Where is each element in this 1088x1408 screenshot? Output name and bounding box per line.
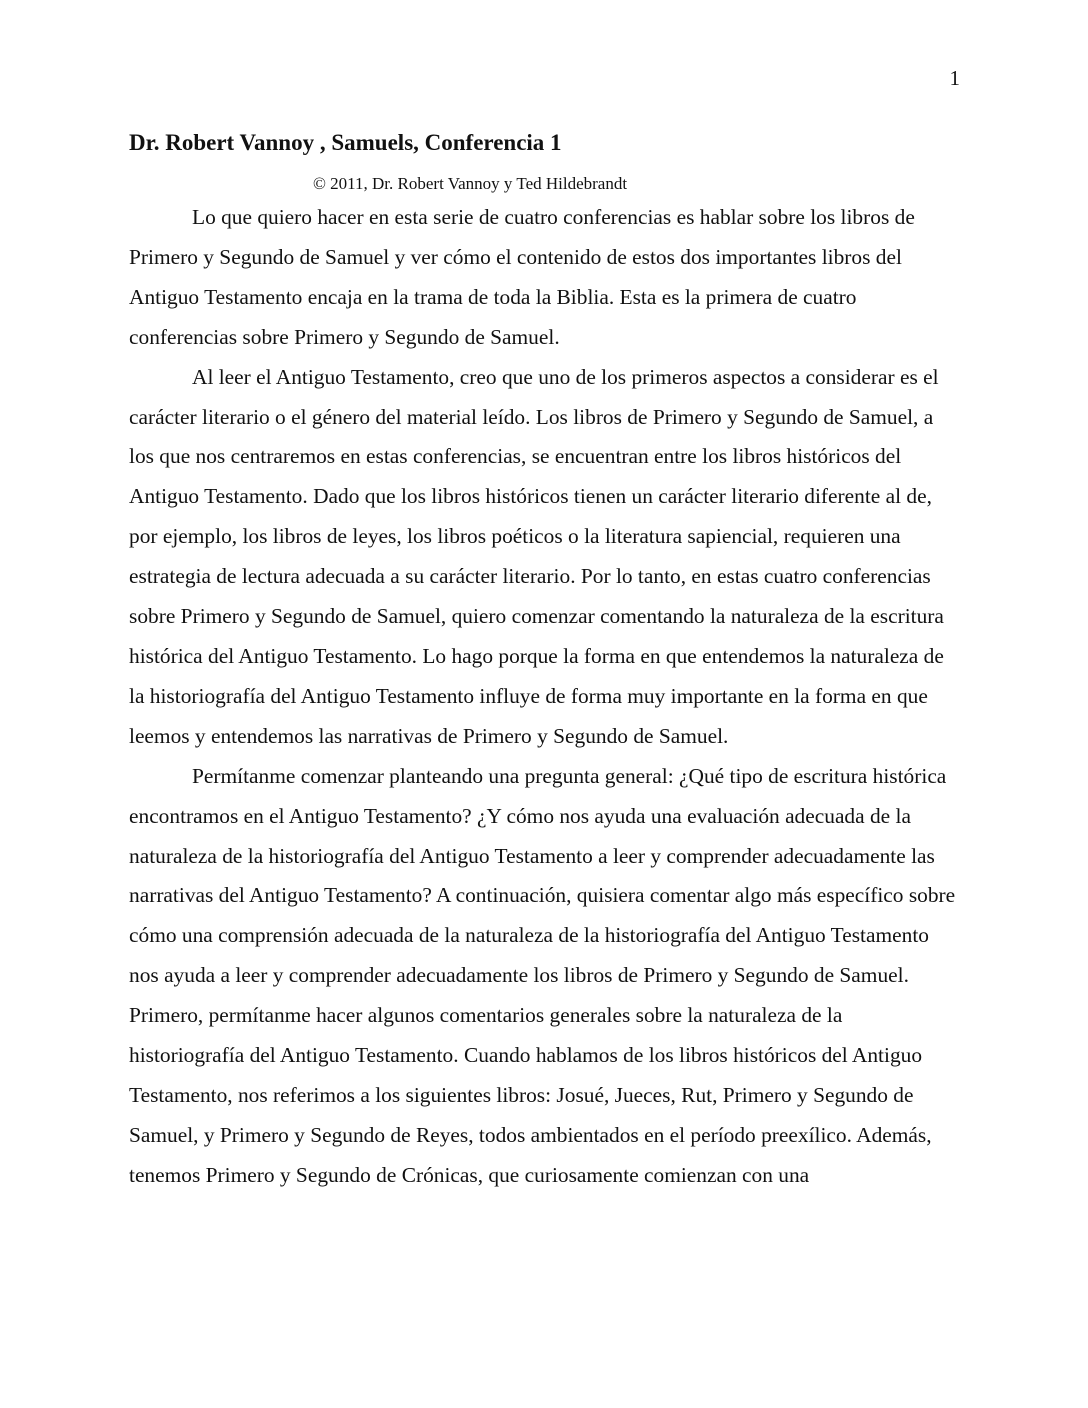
body-text bbox=[129, 198, 961, 1196]
document-title: Dr. Robert Vannoy , Samuels, Conferencia 1 bbox=[129, 130, 562, 155]
paragraph-2: Al leer el Antiguo Testamento, creo que uno de los primeros aspectos a considerar es el carácter literario o el género del material leído. Los libros de Primero y Segundo de Samuel, a los que nos centraremos en estas conferencias, se encuentran entre los libros históricos del Antiguo Testamento. Dado que los libros históricos tienen un carácter literario diferente al de, por ejemplo, los libros de leyes, los libros poéticos o la literatura sapiencial, requieren una estrategia de lectura adecuada a su carácter literario. Por lo tanto, en estas cuatro conferencias sobre Primero y Segundo de Samuel, quiero comenzar comentando la naturaleza de la escritura histórica del Antiguo Testamento. Lo hago porque la forma en que entendemos la naturaleza de la historiografía del Antiguo Testamento influye de forma muy importante en la forma en que leemos y entendemos las narrativas de Primero y Segundo de Samuel. bbox=[129, 364, 944, 748]
copyright-line: © 2011, Dr. Robert Vannoy y Ted Hildebrandt bbox=[313, 174, 628, 193]
page-number: 1 bbox=[949, 66, 960, 90]
paragraph-3: Permítanme comenzar planteando una pregunta general: ¿Qué tipo de escritura histórica encontramos en el Antiguo Testamento? ¿Y cómo nos ayuda una evaluación adecuada de la naturaleza de la historiografía del Antiguo Testamento a leer y comprender adecuadamente las narrativas del Antiguo Testamento? A continuación, quisiera comentar algo más específico sobre cómo una comprensión adecuada de la naturaleza de la historiografía del Antiguo Testamento nos ayuda a leer y comprender adecuadamente los libros de Primero y Segundo de Samuel. Primero, permítanme hacer algunos comentarios generales sobre la naturaleza de la historiografía del Antiguo Testamento. Cuando hablamos de los libros históricos del Antiguo Testamento, nos referimos a los siguientes libros: Josué, Jueces, Rut, Primero y Segundo de Samuel, y Primero y Segundo de Reyes, todos ambientados en el período preexílico. Además, tenemos Primero y Segundo de Crónicas, que curiosamente comienzan con una bbox=[129, 763, 956, 1187]
paragraph-1: Lo que quiero hacer en esta serie de cuatro conferencias es hablar sobre los libros de Primero y Segundo de Samuel y ver cómo el contenido de estos dos importantes libros del Antiguo Testamento encaja en la trama de toda la Biblia. Esta es la primera de cuatro conferencias sobre Primero y Segundo de Samuel. bbox=[129, 205, 915, 349]
